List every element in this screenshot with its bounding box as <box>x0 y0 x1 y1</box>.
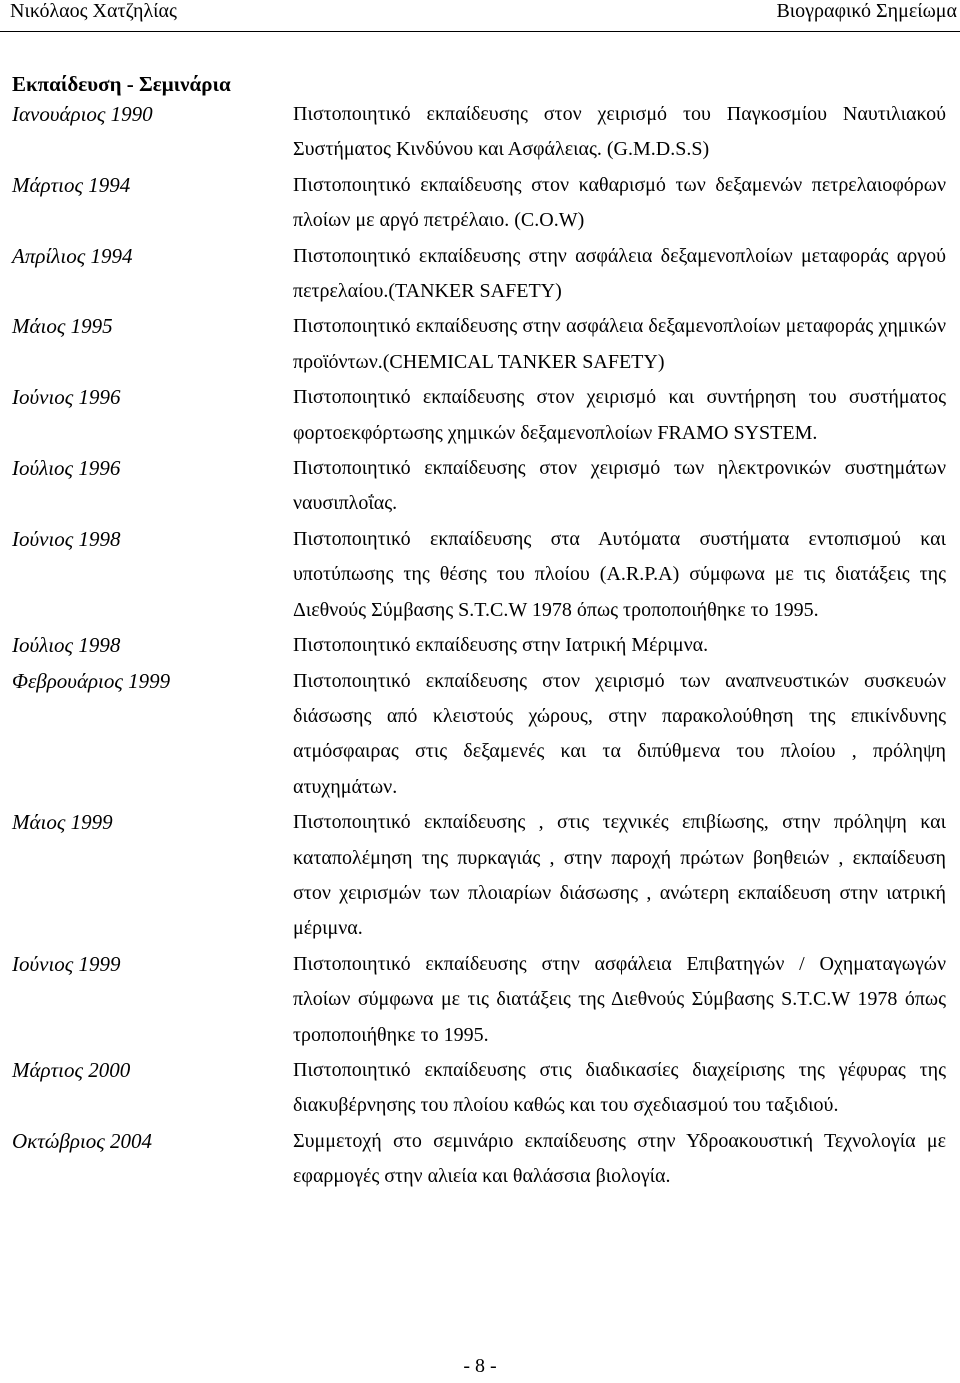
training-entry <box>0 1124 960 1195</box>
training-entry <box>0 309 960 380</box>
entry-description: Πιστοποιητικό εκπαίδευσης στον χειρισμό και συντήρηση του συστήματος φορτοεκφόρτωσης χημικών δεξαμενοπλοίων FRAMO SYSTEM. <box>293 386 946 444</box>
training-entry <box>0 1053 960 1124</box>
entry-date: Ιούνιος 1996 <box>12 385 121 410</box>
page-header <box>0 0 960 32</box>
entry-description: Πιστοποιητικό εκπαίδευσης στον καθαρισμό των δεξαμενών πετρελαιοφόρων πλοίων με αργό πετρέλαιο. (C.O.W) <box>293 173 946 232</box>
entry-date: Ιούνιος 1998 <box>12 526 121 551</box>
training-entry <box>0 947 960 1053</box>
training-entry <box>0 168 960 239</box>
entry-description: Πιστοποιητικό εκπαίδευσης στις διαδικασίες διαχείρισης της γέφυρας της διακυβέρνησης του πλοίου καθώς και του σχεδιασμού του ταξιδιού. <box>293 1058 946 1117</box>
training-entry <box>0 380 960 451</box>
training-entry <box>0 628 960 663</box>
training-entry <box>0 522 960 628</box>
entry-description: Πιστοποιητικό εκπαίδευσης στον χειρισμό των ηλεκτρονικών συστημάτων ναυσιπλοΐας. <box>293 457 946 515</box>
training-entry <box>0 451 960 522</box>
training-entry <box>0 239 960 310</box>
entry-description: Πιστοποιητικό εκπαίδευσης στον χειρισμό του Παγκοσμίου Ναυτιλιακού Συστήματος Κινδύνου και Ασφάλειας. (G.M.D.S.S) <box>293 103 946 161</box>
entry-date: Μάιος 1995 <box>12 314 113 339</box>
author-name: Νικόλαος Χατζηλίας <box>10 0 177 22</box>
entry-date: Ιούλιος 1996 <box>12 456 121 481</box>
entry-description: Πιστοποιητικό εκπαίδευσης στον χειρισμό των αναπνευστικών συσκευών διάσωσης από κλειστούς χώρους, στην παρακολούθηση της επικίνδυνης ατμόσφαιρας στις δεξαμενές και τα διπύθμενα του πλοίου , πρόληψη ατυχημάτων. <box>293 669 946 798</box>
entry-description: Πιστοποιητικό εκπαίδευσης , στις τεχνικές επιβίωσης, στην πρόληψη και καταπολέμηση της πυρκαγιάς , στην παροχή πρώτων βοηθειών , εκπαίδευση στον χειρισμών των πλοιαρίων διάσωσης , ανώτερη εκπαίδευση στην ιατρική μέριμνα. <box>293 811 946 940</box>
entry-date: Μάρτιος 1994 <box>12 172 131 197</box>
entry-description: Συμμετοχή στο σεμινάριο εκπαίδευσης στην Υδροακουστική Τεχνολογία με εφαρμογές στην αλιεία και θαλάσσια βιολογία. <box>293 1129 946 1188</box>
page-number: - 8 - <box>463 1355 497 1377</box>
entry-description: Πιστοποιητικό εκπαίδευσης στα Αυτόματα συστήματα εντοπισμού και υποτύπωσης της θέσης του πλοίου (A.R.P.A) σύμφωνα με τις διατάξεις της Διεθνούς Σύμβασης S.T.C.W 1978 όπως τροποποιήθηκε το 1995. <box>293 527 946 621</box>
entry-date: Φεβρουάριος 1999 <box>12 668 171 693</box>
entry-date: Απρίλιος 1994 <box>12 243 133 268</box>
training-entry <box>0 97 960 168</box>
entry-date: Ιούλιος 1998 <box>12 633 121 658</box>
training-entry <box>0 664 960 806</box>
document-title: Βιογραφικό Σημείωμα <box>776 0 957 22</box>
entry-date: Μάιος 1999 <box>12 810 113 835</box>
entry-description: Πιστοποιητικό εκπαίδευσης στην ασφάλεια Επιβατηγών / Οχηματαγωγών πλοίων σύμφωνα με τις διατάξεις της Διεθνούς Σύμβασης S.T.C.W 1978 όπως τροποποιήθηκε το 1995. <box>293 952 946 1046</box>
entry-date: Οκτώβριος 2004 <box>12 1128 153 1153</box>
entry-date: Μάρτιος 2000 <box>12 1057 131 1082</box>
entry-description: Πιστοποιητικό εκπαίδευσης στην ασφάλεια δεξαμενοπλοίων μεταφοράς αργού πετρελαίου.(TANKER SAFETY) <box>293 244 946 303</box>
section-title: Εκπαίδευση - Σεμινάρια <box>12 72 231 96</box>
training-list <box>0 97 960 1195</box>
entry-date: Ιούνιος 1999 <box>12 951 121 976</box>
entry-date: Ιανουάριος 1990 <box>12 102 153 126</box>
training-entry <box>0 805 960 947</box>
entry-description: Πιστοποιητικό εκπαίδευσης στην Ιατρική Μέριμνα. <box>293 634 709 657</box>
entry-description: Πιστοποιητικό εκπαίδευσης στην ασφάλεια δεξαμενοπλοίων μεταφοράς χημικών προϊόντων.(CHEMICAL TANKER SAFETY) <box>293 315 946 373</box>
